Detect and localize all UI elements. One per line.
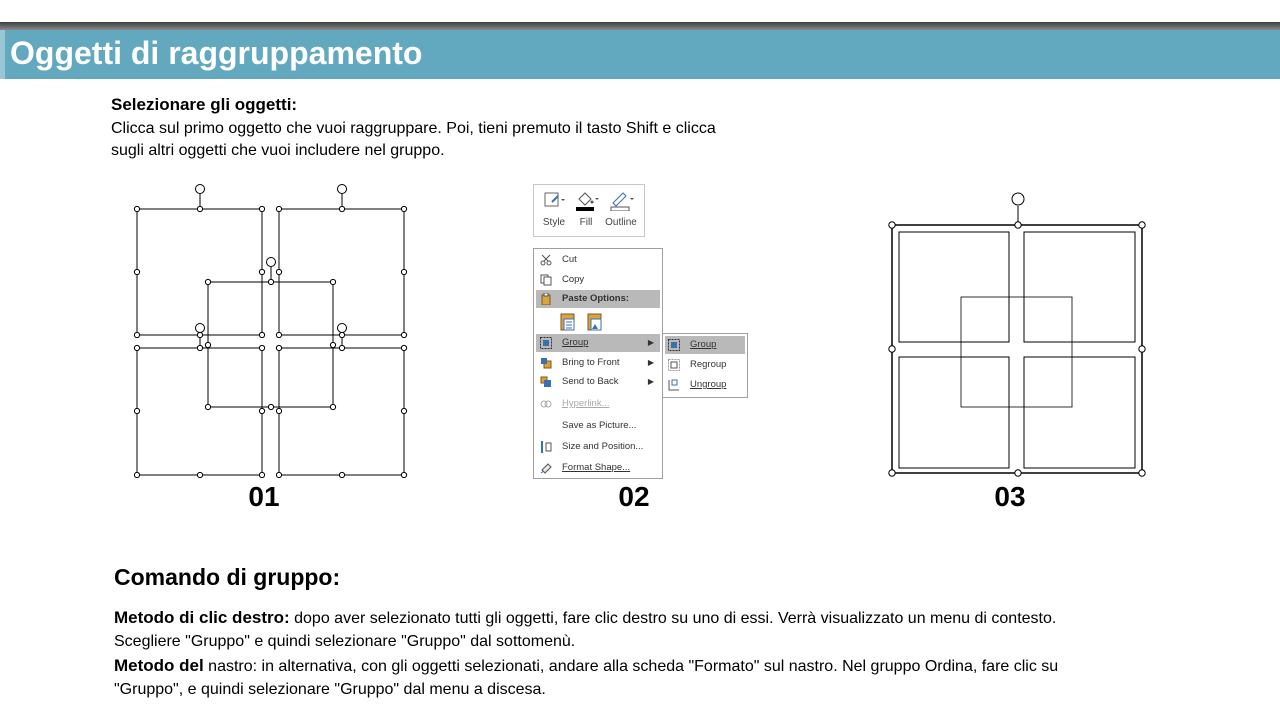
copy-label: Copy [562,274,585,285]
size-position-icon [540,441,552,453]
paste-options-row [536,310,660,334]
ribbon-method-text: nastro: in alternativa, con gli oggetti selezionati, andare alla scheda "Formato" sul nastro. Nel gruppo Ordina, fare clic su "Gruppo", e quindi selezionare "Gruppo" dal menu a discesa. [114,658,1059,698]
top-accent-bar [0,22,1280,30]
group-command-heading: Comando di gruppo: [114,564,341,590]
menu-item-send-to-back[interactable] [536,373,660,391]
submenu-arrow-icon: ▶ [647,358,654,367]
cut-label: Cut [562,254,577,265]
right-click-method-paragraph [114,606,1114,653]
shape-fill-button[interactable] [569,189,603,228]
submenu-ungroup-label: Ungroup [690,379,727,390]
ungroup-icon [668,379,680,391]
copy-icon [540,274,552,286]
group-icon [668,339,680,351]
group-submenu [662,333,748,398]
shape-style-icon [542,190,566,210]
size-and-position-label: Size and Position... [562,441,644,452]
menu-item-size-and-position[interactable] [536,438,660,456]
paste-options-label: Paste Options: [562,293,630,304]
paint-bucket-icon [573,189,599,211]
clipboard-icon [540,293,552,305]
shape-style-button[interactable] [537,189,571,228]
outline-label: Outline [605,217,637,228]
figure-01-label: 01 [248,481,280,512]
send-to-back-icon [540,376,552,388]
fill-label: Fill [579,217,593,228]
regroup-icon [668,359,680,371]
menu-item-bring-to-front[interactable] [536,354,660,372]
menu-item-format-shape[interactable] [536,459,660,477]
menu-item-copy[interactable] [536,271,660,289]
submenu-group-label: Group [690,339,717,350]
menu-item-save-as-picture[interactable] [536,417,660,435]
submenu-regroup-label: Regroup [690,359,727,370]
paste-options-header [536,290,660,308]
submenu-arrow-icon: ▶ [647,377,654,386]
ribbon-method-label: Metodo del [114,656,204,675]
paste-picture-icon[interactable] [587,311,603,331]
scissors-icon [540,254,552,266]
group-icon [540,337,552,349]
pen-outline-icon [608,189,634,211]
submenu-item-regroup[interactable] [665,356,745,374]
ribbon-method-paragraph [114,654,1114,701]
submenu-item-group[interactable] [665,336,745,354]
hyperlink-label: Hyperlink... [562,398,610,409]
send-to-back-label: Send to Back [562,376,619,387]
format-shape-icon [540,462,552,474]
paste-keep-formatting-icon[interactable] [560,311,576,331]
shape-outline-button[interactable] [604,189,638,228]
menu-item-hyperlink [536,395,660,413]
menu-item-group[interactable] [536,334,660,352]
figure-02-label: 02 [618,481,650,512]
bring-to-front-icon [540,357,552,369]
select-objects-heading: Selezionare gli oggetti: [111,95,298,114]
right-click-method-text: dopo aver selezionato tutti gli oggetti, fare clic destro su uno di essi. Verrà visualizzato un menu di contesto. Scegliere "Gruppo" e quindi selezionare "Gruppo" dal sottomenù. [114,610,1057,650]
format-shape-label: Format Shape... [562,462,631,473]
figure-01-selected-shapes [125,180,420,485]
submenu-item-ungroup[interactable] [665,376,745,394]
submenu-arrow-icon: ▶ [647,338,654,347]
shape-format-ribbon [533,184,645,237]
context-menu [533,248,663,479]
right-click-method-label: Metodo di clic destro: [114,608,290,627]
figure-03-grouped-shapes [880,185,1155,485]
style-label: Style [542,217,566,228]
hyperlink-icon [540,398,552,410]
save-as-picture-label: Save as Picture... [562,420,637,431]
select-objects-instructions: Clicca sul primo oggetto che vuoi raggruppare. Poi, tieni premuto il tasto Shift e clicca sugli altri oggetti che vuoi includere nel gruppo. [111,120,716,159]
bring-to-front-label: Bring to Front [562,357,620,368]
menu-item-cut[interactable] [536,251,660,269]
slide-title: Oggetti di raggruppamento [10,35,423,71]
figure-03-label: 03 [994,481,1026,512]
group-label: Group [562,337,589,348]
